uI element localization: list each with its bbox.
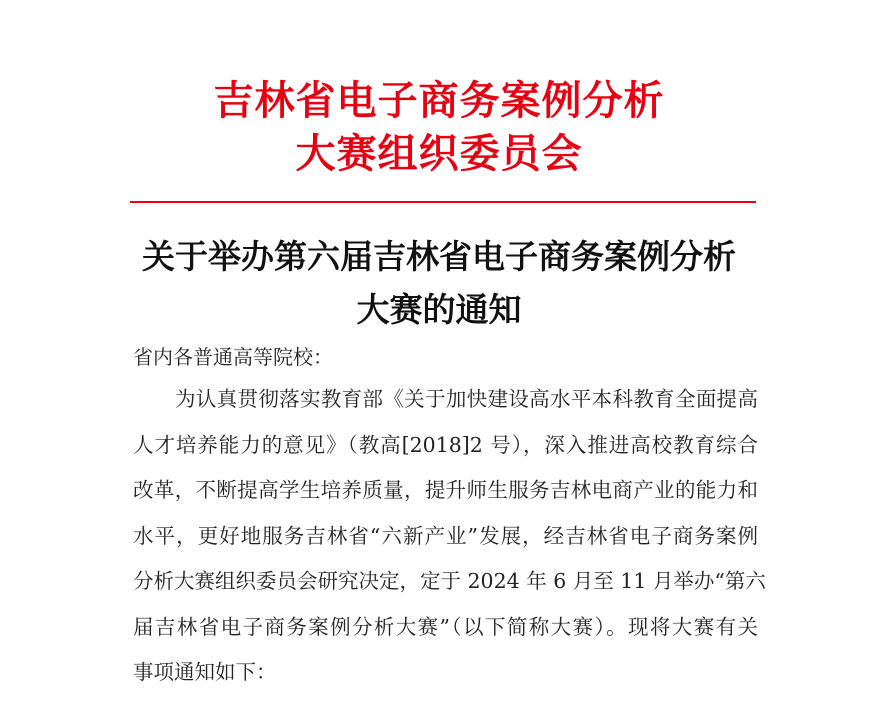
- body-line: 事项通知如下：: [133, 660, 277, 684]
- body-line: 为认真贯彻落实教育部《关于加快建设高水平本科教育全面提高: [175, 387, 758, 411]
- body-line: 届吉林省电子商务案例分析大赛”（以下简称大赛）。现将大赛有关: [133, 614, 758, 639]
- body-line: 人才培养能力的意见》（教高[2018]2 号），深入推进高校教育综合: [133, 432, 758, 457]
- red-divider-line: [130, 201, 756, 203]
- issuer-name-line2: 大赛组织委员会: [295, 131, 583, 177]
- issuer-name-line1: 吉林省电子商务案例分析: [213, 78, 665, 124]
- notice-title-line2: 大赛的通知: [356, 290, 522, 329]
- body-line: 分析大赛组织委员会研究决定，定于 2024 年 6 月至 11 月举办“第六: [133, 569, 766, 593]
- body-paragraph: [133, 384, 766, 703]
- body-line: 水平，更好地服务吉林省“六新产业”发展，经吉林省电子商务案例: [133, 523, 758, 548]
- body-line: 改革，不断提高学生培养质量，提升师生服务吉林电商产业的能力和: [133, 478, 758, 502]
- salutation: 省内各普通高等院校：: [133, 345, 333, 369]
- notice-title-line1: 关于举办第六届吉林省电子商务案例分析: [142, 237, 736, 276]
